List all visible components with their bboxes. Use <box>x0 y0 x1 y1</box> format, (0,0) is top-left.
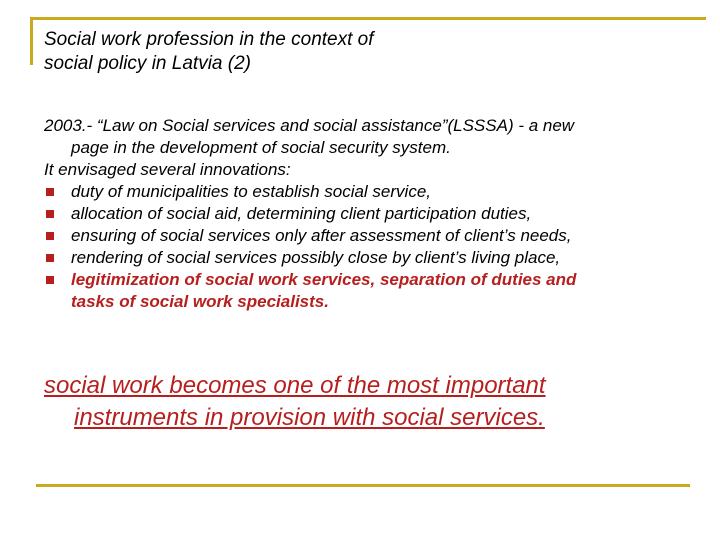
square-bullet-icon <box>46 232 54 240</box>
title-line-1: Social work profession in the context of <box>44 29 374 50</box>
bullet-text: duty of municipalities to establish social service, <box>71 182 431 201</box>
conclusion-line-1: social work becomes one of the most important <box>44 372 546 399</box>
square-bullet-icon <box>46 188 54 196</box>
bullet-item <box>44 225 684 247</box>
intro-line-1: 2003.- “Law on Social services and social assistance”(LSSSA) - a new <box>44 116 575 135</box>
bullet-item <box>44 181 684 203</box>
side-rule <box>30 17 33 65</box>
bullet-text: ensuring of social services only after assessment of client’s needs, <box>71 226 572 245</box>
square-bullet-icon <box>46 210 54 218</box>
bottom-rule <box>36 484 690 487</box>
conclusion-statement <box>44 370 694 434</box>
top-rule <box>30 17 706 20</box>
square-bullet-icon <box>46 254 54 262</box>
bullet-text-continued: tasks of social work specialists. <box>71 292 329 311</box>
slide-title <box>44 28 684 76</box>
intro-line-3: It envisaged several innovations: <box>44 160 291 179</box>
bullet-text: allocation of social aid, determining client participation duties, <box>71 204 532 223</box>
bullet-text: rendering of social services possibly close by client’s living place, <box>71 248 561 267</box>
square-bullet-icon <box>46 276 54 284</box>
bullet-item <box>44 247 684 269</box>
bullet-item-highlighted <box>44 269 684 313</box>
bullet-text: legitimization of social work services, separation of duties and <box>71 270 577 289</box>
slide-body <box>44 115 684 313</box>
intro-line-2: page in the development of social security system. <box>71 138 451 157</box>
conclusion-line-2: instruments in provision with social services. <box>74 404 545 431</box>
bullet-item <box>44 203 684 225</box>
title-line-2: social policy in Latvia (2) <box>44 53 251 74</box>
